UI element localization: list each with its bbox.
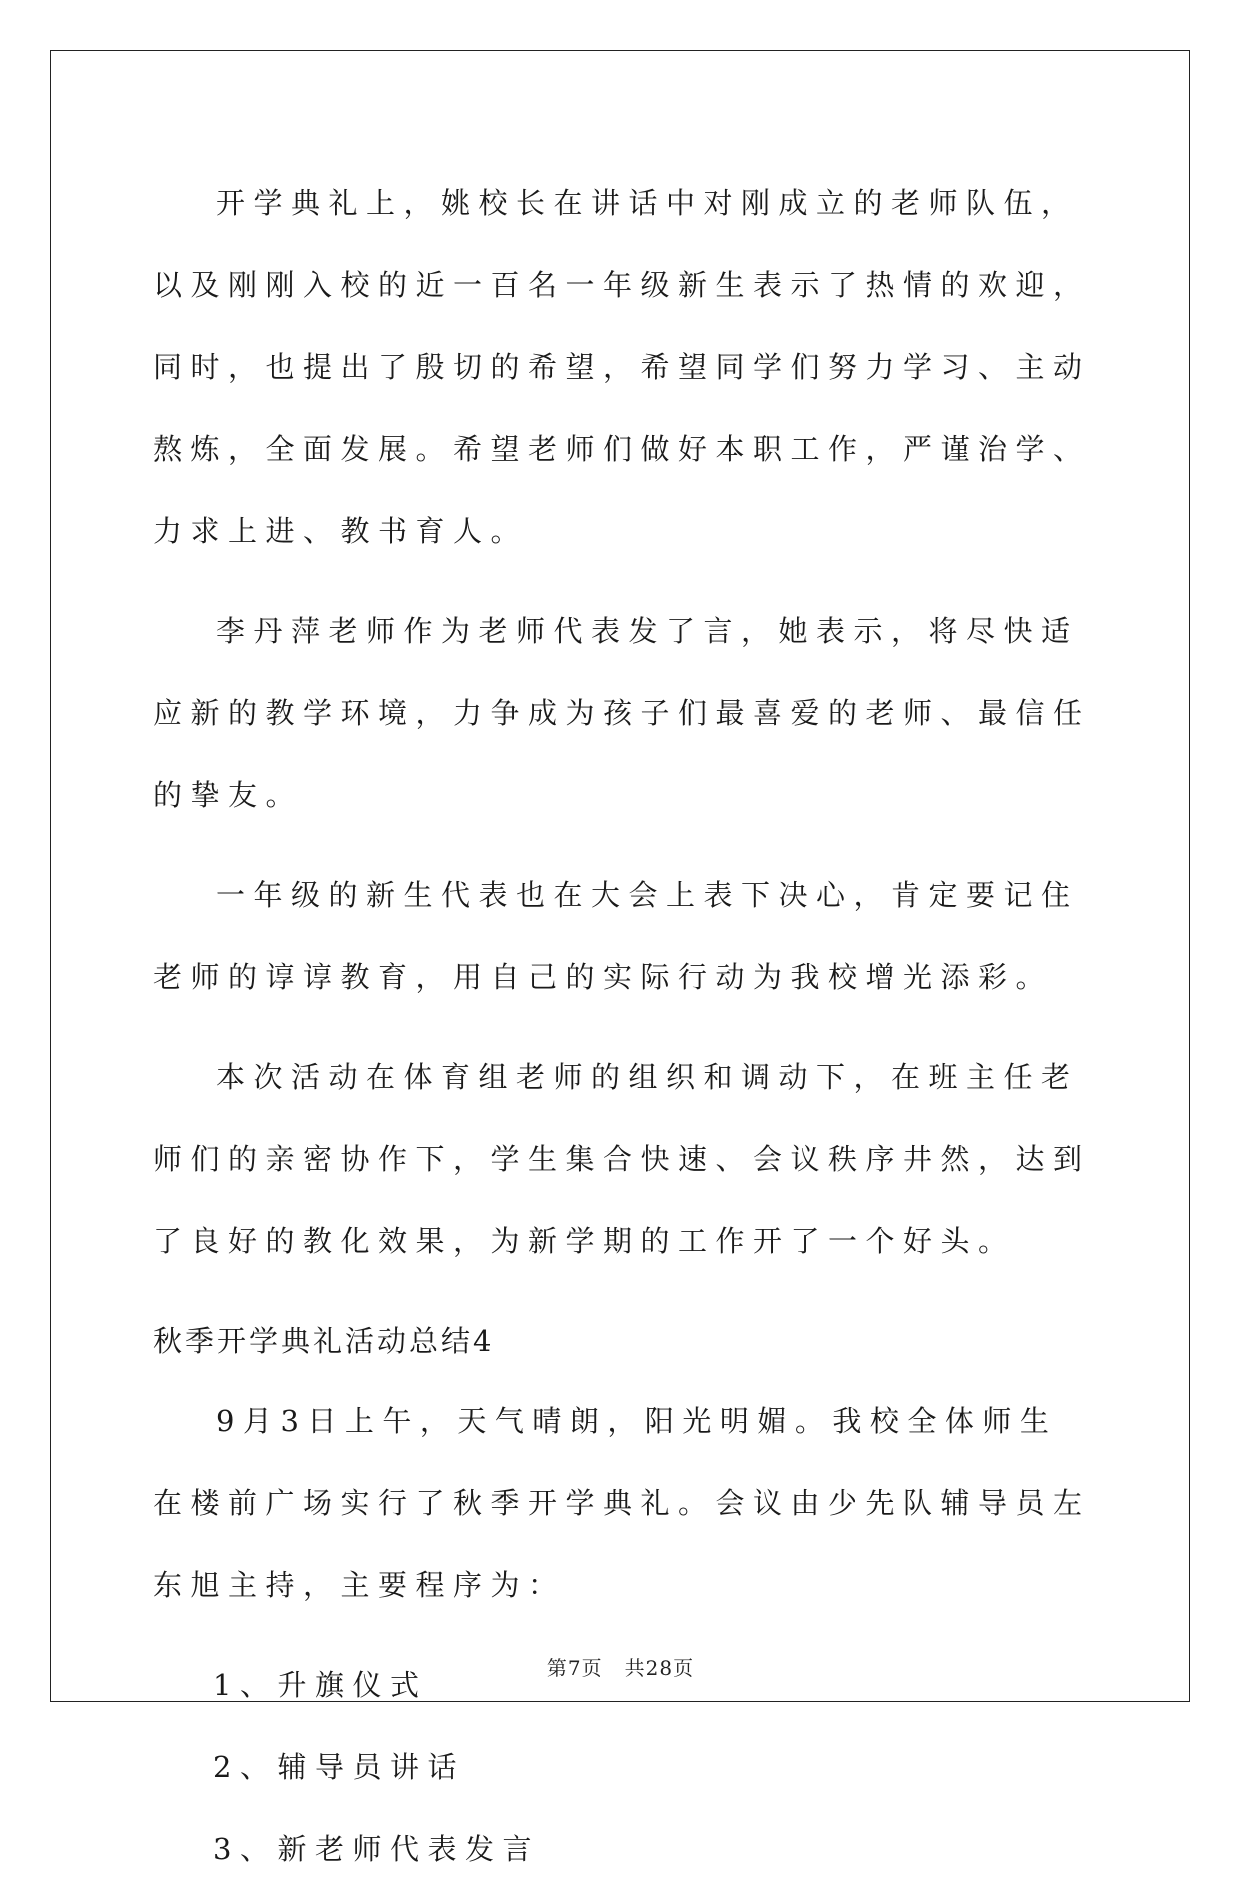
document-body bbox=[153, 162, 1093, 1890]
paragraph-ceremony-intro: 9月3日上午，天气晴朗，阳光明媚。我校全体师生在楼前广场实行了秋季开学典礼。会议由少先队辅导员左东旭主持，主要程序为： bbox=[153, 1404, 1091, 1602]
list-item: 3、新老师代表发言 bbox=[213, 1832, 540, 1866]
paragraph-activity-summary: 本次活动在体育组老师的组织和调动下，在班主任老师们的亲密协作下，学生集合快速、会议秩序井然，达到了良好的教化效果，为新学期的工作开了一个好头。 bbox=[153, 1060, 1091, 1258]
paragraph-principal-speech: 开学典礼上，姚校长在讲话中对刚成立的老师队伍，以及刚刚入校的近一百名一年级新生表示了热情的欢迎，同时，也提出了殷切的希望，希望同学们努力学习、主动熬炼，全面发展。希望老师们做好本职工作，严谨治学、力求上进、教书育人。 bbox=[153, 186, 1091, 548]
page-footer bbox=[0, 1652, 1241, 1681]
section-title: 秋季开学典礼活动总结4 bbox=[153, 1324, 495, 1358]
paragraph-teacher-representative: 李丹萍老师作为老师代表发了言，她表示，将尽快适应新的教学环境，力争成为孩子们最喜爱的老师、最信任的挚友。 bbox=[153, 614, 1091, 812]
paragraph-student-representative: 一年级的新生代表也在大会上表下决心，肯定要记住老师的谆谆教育，用自己的实际行动为我校增光添彩。 bbox=[153, 878, 1079, 994]
list-item: 1、升旗仪式 bbox=[213, 1668, 428, 1702]
list-item: 2、辅导员讲话 bbox=[213, 1750, 465, 1784]
page-number: 第7页 bbox=[546, 1656, 603, 1680]
page-total: 共28页 bbox=[624, 1656, 695, 1680]
